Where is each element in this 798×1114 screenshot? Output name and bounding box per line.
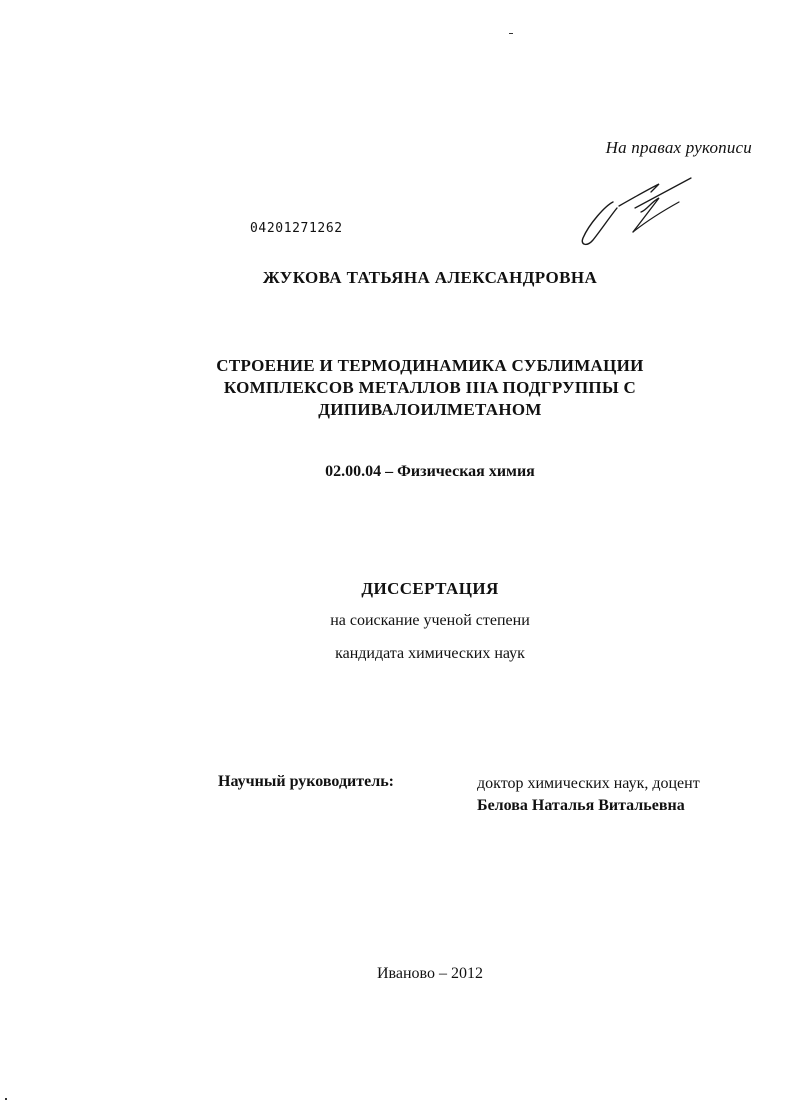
author-name: ЖУКОВА ТАТЬЯНА АЛЕКСАНДРОВНА — [262, 268, 598, 287]
specialty-code: 02.00.04 – Физическая химия — [325, 463, 535, 480]
scan-speck — [5, 1098, 7, 1100]
degree-line-1: на соискание ученой степени — [330, 612, 530, 629]
rights-notice: На правах рукописи — [605, 138, 752, 157]
title-line: СТРОЕНИЕ И ТЕРМОДИНАМИКА СУБЛИМАЦИИ — [216, 356, 644, 375]
dissertation-title — [0, 355, 798, 421]
handwritten-signature — [575, 172, 695, 252]
document-type: ДИССЕРТАЦИЯ — [361, 579, 499, 598]
scan-speck — [509, 33, 513, 34]
title-line: КОМПЛЕКСОВ МЕТАЛЛОВ IIIA ПОДГРУППЫ С — [223, 378, 637, 397]
supervisor-rank: доктор химических наук, доцент — [477, 775, 700, 792]
supervisor-name: Белова Наталья Витальевна — [477, 797, 685, 814]
place-and-year: Иваново – 2012 — [376, 965, 483, 982]
title-line: ДИПИВАЛОИЛМЕТАНОМ — [318, 400, 542, 419]
supervisor-label: Научный руководитель: — [218, 773, 394, 790]
document-code: 04201271262 — [250, 221, 343, 236]
degree-line-2: кандидата химических наук — [335, 645, 525, 662]
